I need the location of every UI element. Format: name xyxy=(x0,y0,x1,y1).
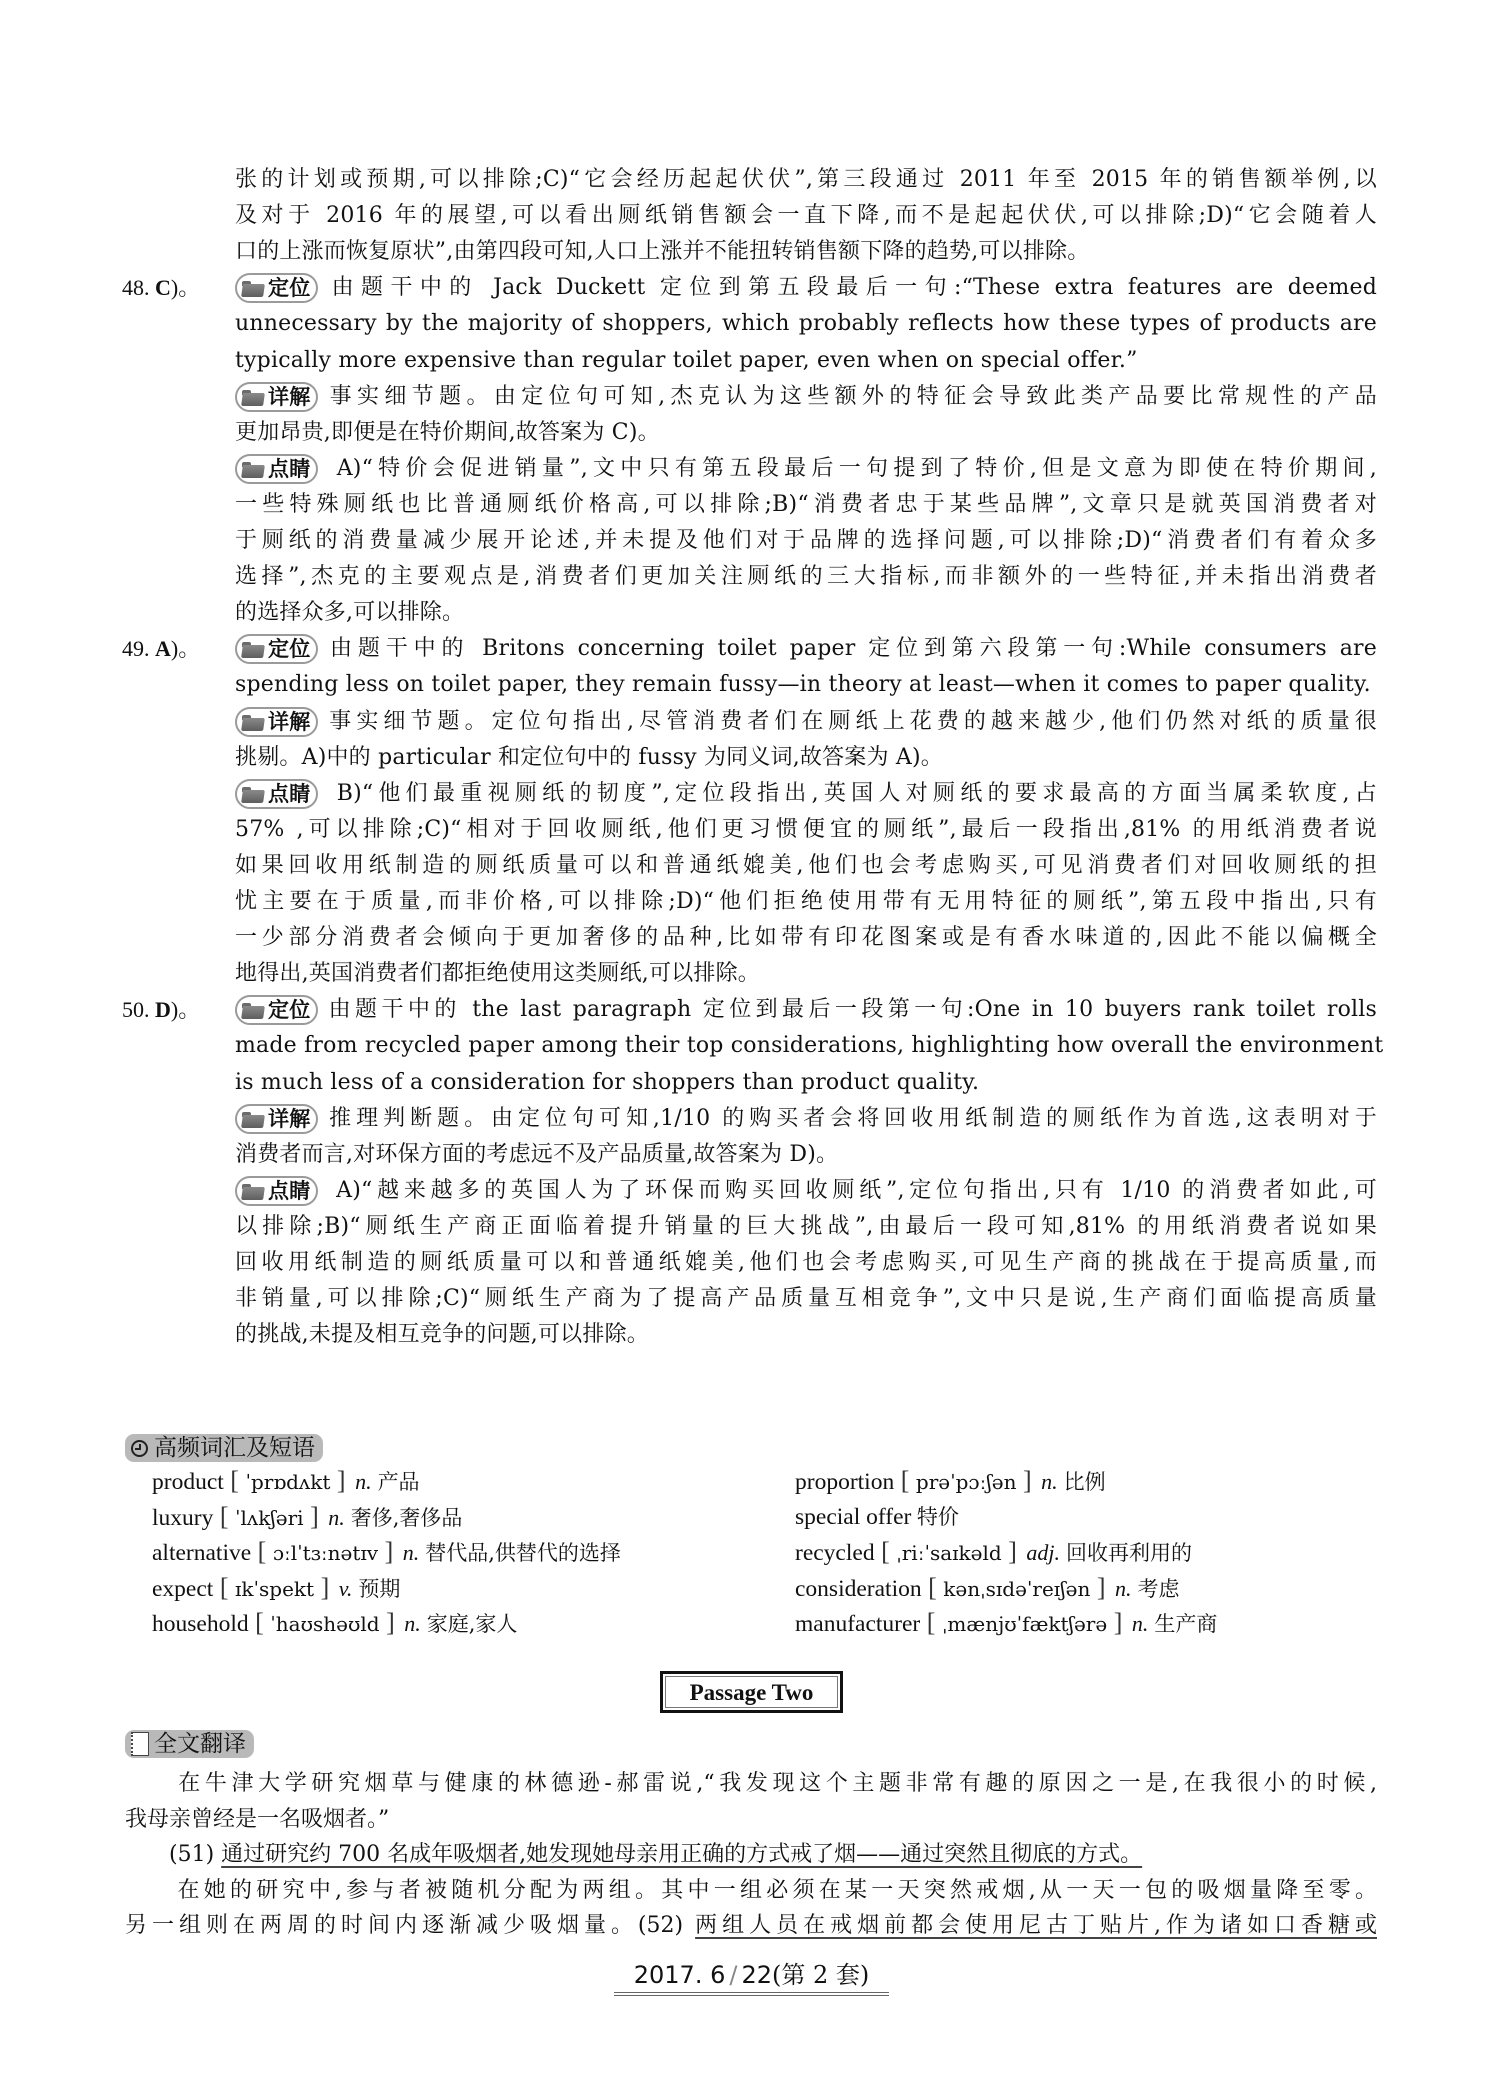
vocab-phonetic: ˌriːˈsaɪkəld xyxy=(896,1541,1002,1565)
line-text: unnecessary by the majority of shoppers, which probably reflects how these types of products are xyxy=(235,311,1377,337)
translation-line xyxy=(125,1767,1377,1801)
line-text: 由题干中的 Jack Duckett 定位到第五段最后一句:“These extra features are deemed xyxy=(324,275,1377,301)
text-line xyxy=(235,271,1377,305)
text-line xyxy=(235,1029,1384,1063)
vocab-meaning: 产品 xyxy=(377,1470,420,1494)
text-line xyxy=(235,344,1377,378)
badge-label: 定位 xyxy=(268,998,311,1023)
passage-title-box xyxy=(660,1671,843,1713)
vocab-part-of-speech: n. xyxy=(404,1611,421,1636)
vocab-word: product xyxy=(152,1469,224,1495)
answer-suffix: )。 xyxy=(170,997,201,1023)
vocab-part-of-speech: n. xyxy=(328,1504,345,1530)
text-line xyxy=(235,560,1377,594)
bracket-close: ] xyxy=(1107,1608,1123,1637)
footer-day: 22 xyxy=(741,1961,772,1989)
folder-icon xyxy=(241,1182,265,1200)
explain-badge xyxy=(235,707,318,737)
text-line xyxy=(235,632,1377,666)
line-text: 张的计划或预期,可以排除;C)“它会经历起起伏伏”,第三段通过 2011 年至 2015 年的销售额举例,以 xyxy=(235,167,1377,192)
passage-title: Passage Two xyxy=(665,1676,838,1708)
bracket-close: ] xyxy=(379,1608,395,1637)
folder-icon xyxy=(241,279,265,297)
answer-suffix: )。 xyxy=(170,275,201,301)
text-line xyxy=(235,741,1377,775)
bracket-close: ] xyxy=(378,1537,394,1566)
line-text: 于厕纸的消费量减少展开论述,并未提及他们对于品牌的选择问题,可以排除;D)“消费者们有着众多 xyxy=(235,528,1377,553)
question-number xyxy=(122,632,200,666)
line-text: 由题干中的 Britons concerning toilet paper 定位到第六段第一句:While consumers are xyxy=(324,636,1377,662)
text-line xyxy=(235,813,1377,847)
text-line xyxy=(235,705,1377,739)
footer-date: 2017. 6 xyxy=(633,1961,726,1989)
vocab-meaning: 特价 xyxy=(916,1504,959,1529)
vocab-entry xyxy=(795,1571,1180,1605)
bracket-close: ] xyxy=(1001,1537,1017,1566)
line-text: 事实细节题。由定位句可知,杰克认为这些额外的特征会导致此类产品要比常规性的产品 xyxy=(324,383,1377,409)
translation-fragment: 我母亲曾经是一名吸烟者。” xyxy=(125,1806,390,1832)
translation-text xyxy=(125,1842,1142,1867)
folder-icon xyxy=(241,1110,265,1128)
text-line xyxy=(235,668,1377,702)
vocab-entry xyxy=(152,1535,621,1569)
line-text: 一少部分消费者会倾向于更加奢侈的品种,比如带有印花图案或是有香水味道的,因此不能以偏概全 xyxy=(235,925,1377,951)
line-text: 地得出,英国消费者们都拒绝使用这类厕纸,可以排除。 xyxy=(235,961,760,987)
vocab-phonetic: kənˌsɪdəˈreɪʃən xyxy=(943,1576,1091,1601)
question-index: 50. xyxy=(122,997,150,1023)
folder-icon xyxy=(241,1001,265,1019)
folder-icon xyxy=(241,640,265,658)
clock-icon xyxy=(131,1440,148,1457)
answer-suffix: )。 xyxy=(170,636,201,662)
answer-letter: D xyxy=(155,997,171,1023)
vocab-entry xyxy=(152,1571,400,1605)
vocab-phonetic: prəˈpɔːʃən xyxy=(915,1470,1017,1494)
locate-badge xyxy=(235,634,318,664)
folder-icon xyxy=(241,460,265,478)
vocab-meaning: 比例 xyxy=(1063,1470,1106,1494)
bracket-close: ] xyxy=(303,1501,319,1531)
vocab-word: proportion xyxy=(795,1469,895,1495)
folder-icon xyxy=(241,388,265,406)
line-text: 挑剔。A)中的 particular 和定位句中的 fussy 为同义词,故答案为 A)。 xyxy=(235,744,943,770)
text-line xyxy=(235,849,1377,883)
line-text: 忧主要在于质量,而非价格,可以排除;D)“他们拒绝使用带有无用特征的厕纸”,第五段中指出,只有 xyxy=(235,889,1377,914)
vocab-entry xyxy=(152,1464,420,1498)
vocab-word: recycled xyxy=(795,1540,875,1566)
text-line xyxy=(235,596,1377,630)
text-line xyxy=(235,885,1377,919)
badge-label: 点睛 xyxy=(268,1178,311,1203)
line-text: spending less on toilet paper, they remain fussy—in theory at least—when it comes to paper quality. xyxy=(235,672,1371,698)
line-text: 的选择众多,可以排除。 xyxy=(235,600,465,626)
vocab-phonetic: ˌmænjʊˈfæktʃərə xyxy=(941,1612,1108,1636)
line-text: 事实细节题。定位句指出,尽管消费者们在厕纸上花费的越来越少,他们仍然对纸的质量很 xyxy=(324,708,1377,734)
text-line xyxy=(235,1066,1377,1100)
line-text: 如果回收用纸制造的厕纸质量可以和普通纸媲美,他们也会考虑购买,可见消费者们对回收厕纸的担 xyxy=(235,852,1377,878)
vocab-phonetic: ˈhaʊshəʊld xyxy=(270,1612,380,1636)
underlined-sentence: 两组人员在戒烟前都会使用尼古丁贴片,作为诸如口香糖或 xyxy=(695,1913,1378,1938)
bracket-open: [ xyxy=(921,1572,944,1602)
translation-line xyxy=(125,1874,1377,1908)
translation-text xyxy=(125,1913,1377,1938)
question-number xyxy=(122,993,200,1027)
locate-badge xyxy=(235,995,318,1025)
text-line xyxy=(235,1174,1377,1208)
vocab-phonetic: ɔːlˈtɜːnətɪv xyxy=(272,1541,379,1565)
bracket-close: ] xyxy=(1090,1572,1106,1602)
vocab-word: expect xyxy=(152,1575,214,1602)
text-line xyxy=(235,921,1377,955)
vocab-word: alternative xyxy=(152,1540,252,1566)
bracket-open: [ xyxy=(213,1572,235,1602)
text-line xyxy=(235,957,1377,991)
translation-text xyxy=(125,1878,1377,1903)
text-line xyxy=(235,1246,1377,1280)
badge-label: 点睛 xyxy=(268,456,311,481)
page-footer xyxy=(614,1958,889,1996)
vocab-part-of-speech: n. xyxy=(1115,1575,1132,1601)
bracket-open: [ xyxy=(213,1501,236,1531)
translation-fragment: 在她的研究中,参与者被随机分配为两组。其中一组必须在某一天突然戒烟,从一天一包的吸烟量降至零。 xyxy=(125,1877,1377,1903)
translation-line xyxy=(125,1909,1377,1943)
line-text: 口的上涨而恢复原状”,由第四段可知,人口上涨并不能扭转销售额下降的趋势,可以排除。 xyxy=(235,239,1090,265)
footer-separator: / xyxy=(729,1961,738,1989)
vocab-word: manufacturer xyxy=(795,1611,921,1637)
bracket-open: [ xyxy=(874,1537,897,1566)
badge-label: 详解 xyxy=(268,384,311,409)
translation-fragment: 另一组则在两周的时间内逐渐减少吸烟量。(52) xyxy=(125,1913,696,1938)
line-text: 由题干中的 the last paragraph 定位到最后一段第一句:One in 10 buyers rank toilet rolls xyxy=(324,997,1377,1023)
text-line xyxy=(235,452,1377,486)
badge-label: 定位 xyxy=(268,637,311,662)
answer-letter: A xyxy=(155,636,171,662)
line-text: 选择”,杰克的主要观点是,消费者们更加关注厕纸的三大指标,而非额外的一些特征,并未指出消费者 xyxy=(235,564,1377,590)
underlined-sentence: 通过研究约 700 名成年吸烟者,她发现她母亲用正确的方式戒了烟——通过突然且彻底的方式。 xyxy=(221,1842,1143,1867)
vocab-section-header xyxy=(125,1434,323,1462)
line-text: 及对于 2016 年的展望,可以看出厕纸销售额会一直下降,而不是起起伏伏,可以排除;D)“它会随着人 xyxy=(235,203,1377,229)
translation-section-header xyxy=(125,1730,254,1758)
vocab-entry xyxy=(152,1606,517,1640)
footer-set: (第 2 套) xyxy=(771,1961,870,1989)
text-line xyxy=(235,488,1377,522)
bracket-open: [ xyxy=(223,1466,246,1495)
question-index: 48. xyxy=(122,275,150,301)
translation-text xyxy=(125,1807,389,1832)
question-number xyxy=(122,271,200,305)
text-line xyxy=(235,1210,1377,1244)
question-index: 49. xyxy=(122,636,150,662)
translation-fragment: (51) xyxy=(125,1842,222,1867)
translation-fragment: 在牛津大学研究烟草与健康的林德逊-郝雷说,“我发现这个主题非常有趣的原因之一是,在我很小的时候, xyxy=(125,1771,1377,1796)
translation-line xyxy=(125,1803,1377,1837)
text-line xyxy=(235,1138,1377,1172)
line-text: 57% ,可以排除;C)“相对于回收厕纸,他们更习惯便宜的厕纸”,最后一段指出,81% 的用纸消费者说 xyxy=(235,816,1377,842)
folder-icon xyxy=(241,713,265,731)
line-text: A)“特价会促进销量”,文中只有第五段最后一句提到了特价,但是文意为即使在特价期间, xyxy=(324,455,1377,481)
vocab-meaning: 预期 xyxy=(358,1576,401,1601)
badge-label: 点睛 xyxy=(268,781,311,806)
bracket-open: [ xyxy=(894,1466,916,1495)
vocab-part-of-speech: n. xyxy=(355,1469,372,1494)
continuation-line xyxy=(235,235,1377,269)
section-title: 全文翻译 xyxy=(154,1731,246,1757)
bracket-open: [ xyxy=(920,1608,942,1637)
text-line xyxy=(235,993,1377,1027)
explain-badge xyxy=(235,382,318,412)
continuation-line xyxy=(235,163,1377,197)
vocab-phonetic: ˈlʌkʃəri xyxy=(235,1505,304,1530)
locate-badge xyxy=(235,273,318,303)
translation-line xyxy=(125,1838,1377,1872)
vocab-meaning: 生产商 xyxy=(1154,1612,1218,1636)
line-text: made from recycled paper among their top considerations, highlighting how overall the environment xyxy=(235,1033,1384,1059)
vocab-part-of-speech: n. xyxy=(1131,1611,1149,1636)
vocab-part-of-speech: n. xyxy=(1041,1469,1058,1494)
answer-letter: C xyxy=(155,275,171,301)
vocab-entry xyxy=(795,1535,1192,1569)
vocab-phonetic: ˈprɒdʌkt xyxy=(245,1470,331,1494)
vocab-word: household xyxy=(152,1611,249,1637)
vocab-meaning: 考虑 xyxy=(1137,1576,1180,1601)
line-text: B)“他们最重视厕纸的韧度”,定位段指出,英国人对厕纸的要求最高的方面当属柔软度,占 xyxy=(324,780,1377,806)
vocab-meaning: 家庭,家人 xyxy=(426,1612,518,1636)
text-line xyxy=(235,777,1377,811)
line-text: 非销量,可以排除;C)“厕纸生产商为了提高产品质量互相竞争”,文中只是说,生产商们面临提高质量 xyxy=(235,1286,1377,1312)
vocab-part-of-speech: n. xyxy=(402,1540,420,1565)
line-text: 一些特殊厕纸也比普通厕纸价格高,可以排除;B)“消费者忠于某些品牌”,文章只是就英国消费者对 xyxy=(235,491,1377,517)
badge-label: 详解 xyxy=(268,1106,311,1131)
line-text: 以排除;B)“厕纸生产商正面临着提升销量的巨大挑战”,由最后一段可知,81% 的用纸消费者说如果 xyxy=(235,1213,1377,1239)
vocab-phonetic: ɪkˈspekt xyxy=(235,1576,315,1601)
vocab-part-of-speech: v. xyxy=(338,1575,353,1601)
bracket-close: ] xyxy=(314,1572,330,1602)
point-badge xyxy=(235,779,318,809)
text-line xyxy=(235,524,1377,558)
bracket-open: [ xyxy=(251,1537,273,1566)
vocab-word: consideration xyxy=(795,1575,922,1602)
vocab-word: luxury xyxy=(152,1504,214,1531)
line-text: 的挑战,未提及相互竞争的问题,可以排除。 xyxy=(235,1322,649,1348)
vocab-part-of-speech: adj. xyxy=(1026,1540,1060,1565)
text-line xyxy=(235,1282,1377,1316)
text-line xyxy=(235,380,1377,414)
continuation-line xyxy=(235,199,1377,233)
text-line xyxy=(235,416,1377,450)
section-title: 高频词汇及短语 xyxy=(154,1435,315,1461)
vocab-meaning: 替代品,供替代的选择 xyxy=(425,1541,621,1565)
vocab-meaning: 回收再利用的 xyxy=(1065,1541,1192,1565)
badge-label: 详解 xyxy=(268,709,311,734)
line-text: 回收用纸制造的厕纸质量可以和普通纸媲美,他们也会考虑购买,可见生产商的挑战在于提高质量,而 xyxy=(235,1250,1377,1275)
point-badge xyxy=(235,1176,318,1206)
line-text: 消费者而言,对环保方面的考虑远不及产品质量,故答案为 D)。 xyxy=(235,1141,839,1167)
vocab-entry xyxy=(795,1500,959,1534)
line-text: 更加昂贵,即便是在特价期间,故答案为 C)。 xyxy=(235,419,660,445)
line-text: typically more expensive than regular toilet paper, even when on special offer.” xyxy=(235,347,1138,373)
vocab-entry xyxy=(152,1500,462,1534)
text-line xyxy=(235,1102,1377,1136)
vocab-word: special offer xyxy=(795,1503,912,1530)
text-line xyxy=(235,307,1377,341)
page-icon xyxy=(131,1732,149,1756)
bracket-open: [ xyxy=(248,1608,271,1637)
translation-text xyxy=(125,1771,1377,1796)
bracket-close: ] xyxy=(330,1466,346,1495)
explain-badge xyxy=(235,1104,318,1134)
bracket-close: ] xyxy=(1016,1466,1032,1495)
line-text: 推理判断题。由定位句可知,1/10 的购买者会将回收用纸制造的厕纸作为首选,这表明对于 xyxy=(324,1105,1377,1131)
line-text: is much less of a consideration for shoppers than product quality. xyxy=(235,1069,980,1095)
vocab-entry xyxy=(795,1606,1217,1640)
line-text: A)“越来越多的英国人为了环保而购买回收厕纸”,定位句指出,只有 1/10 的消费者如此,可 xyxy=(324,1177,1377,1203)
badge-label: 定位 xyxy=(268,276,311,301)
point-badge xyxy=(235,454,318,484)
vocab-entry xyxy=(795,1464,1106,1498)
vocab-meaning: 奢侈,奢侈品 xyxy=(350,1505,463,1530)
folder-icon xyxy=(241,785,265,803)
text-line xyxy=(235,1318,1377,1352)
